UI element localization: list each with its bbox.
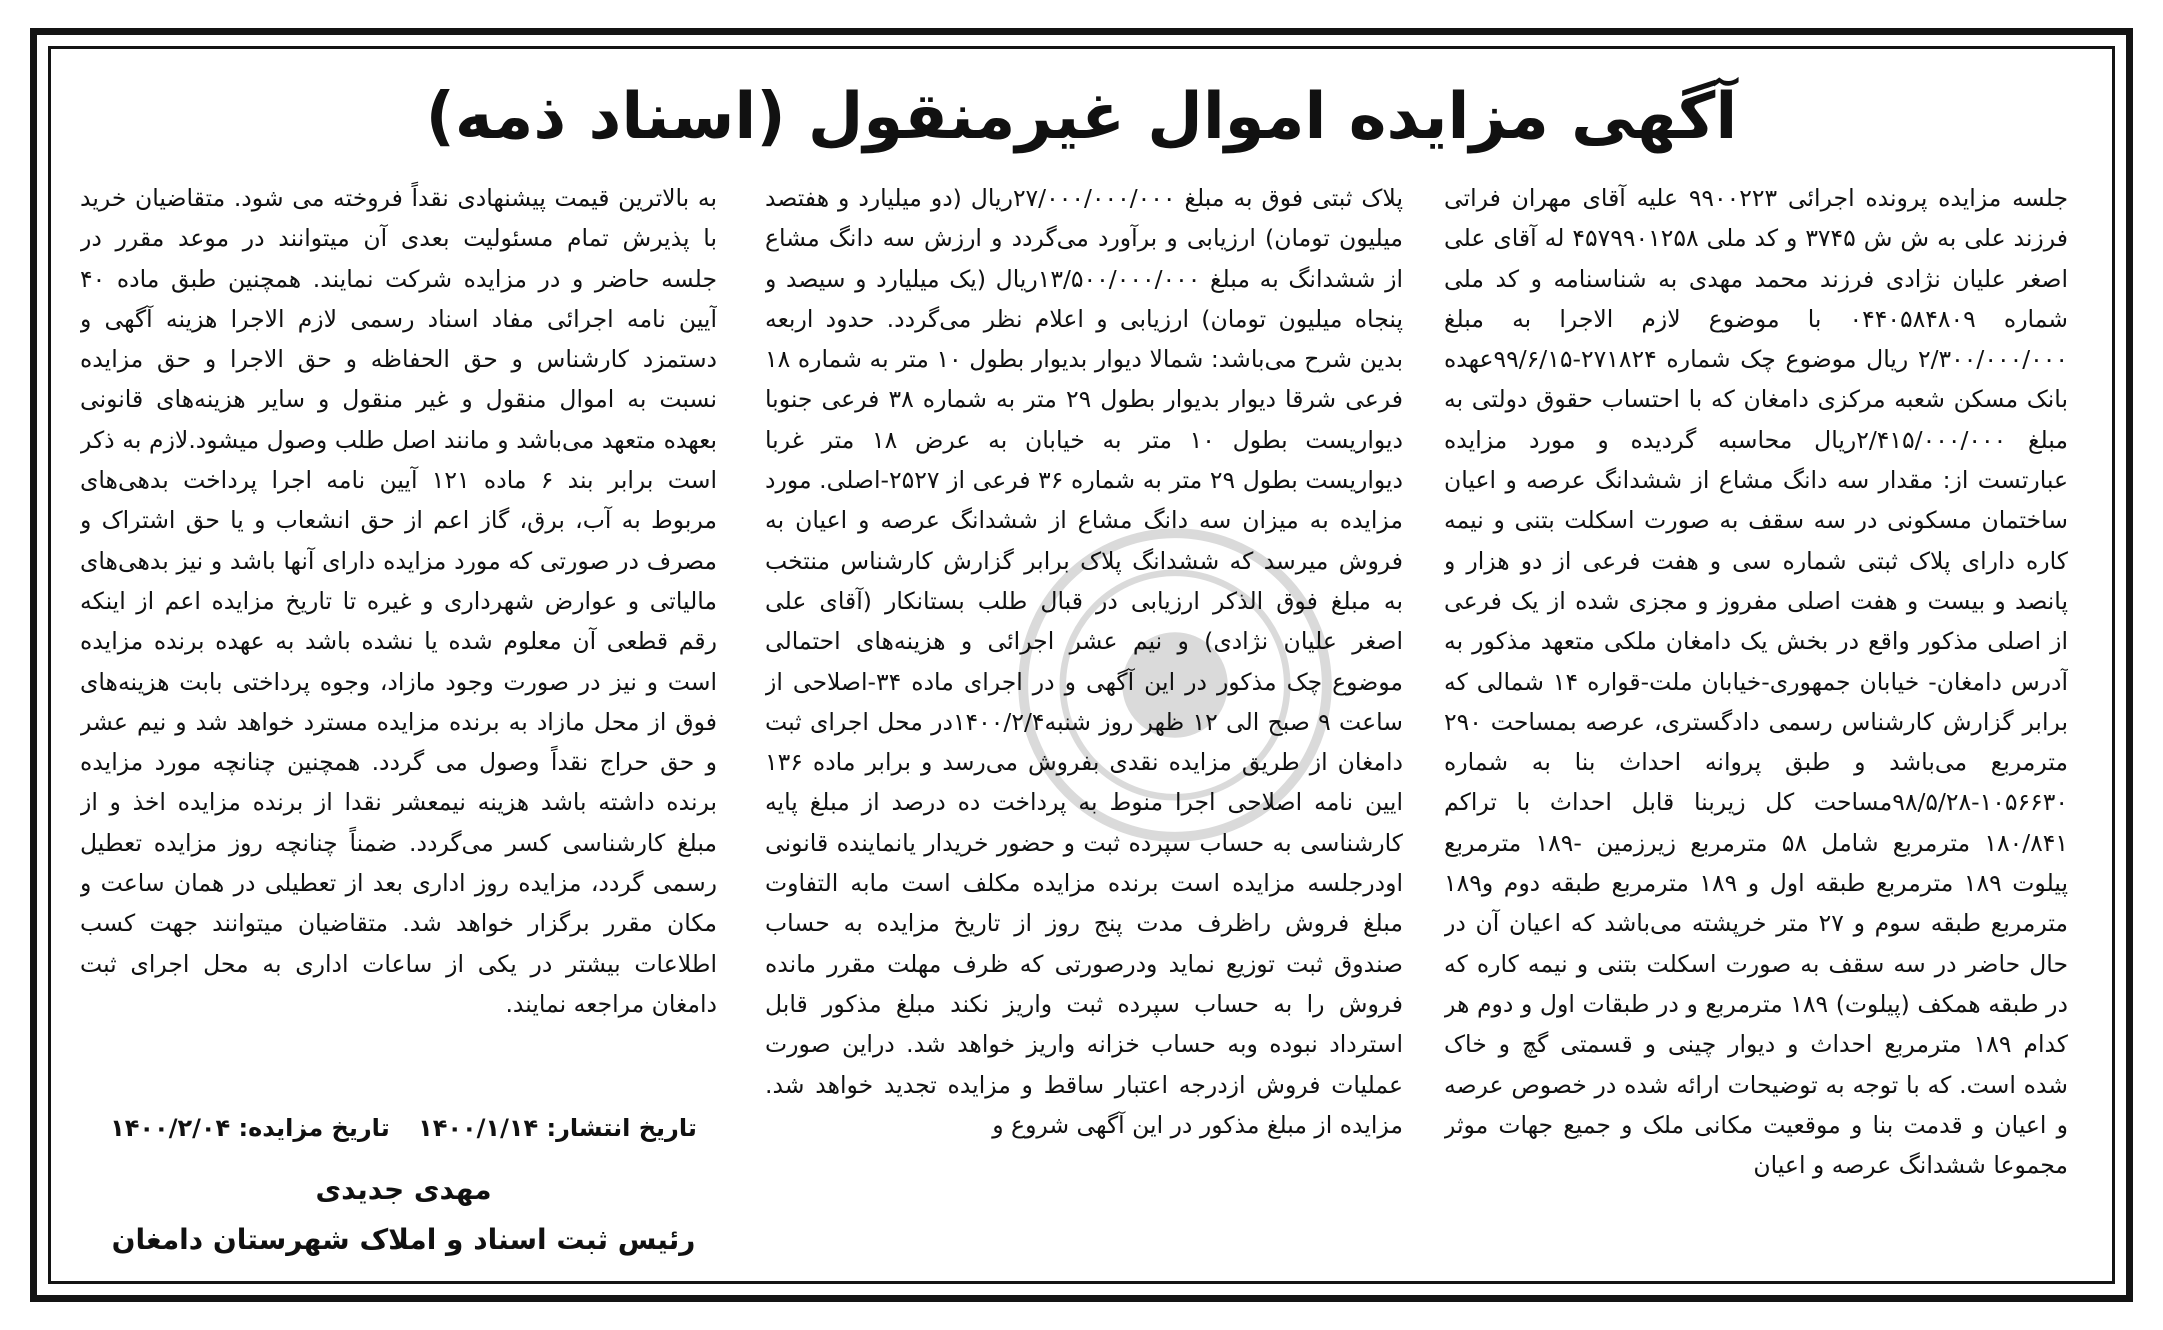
publish-date: تاریخ انتشار: ۱۴۰۰/۱/۱۴	[418, 1114, 697, 1142]
notice-paragraph: پلاک ثبتی فوق به مبلغ ۲۷/۰۰۰/۰۰۰/۰۰۰ریال (دو میلیارد و هفتصد میلیون تومان) ارزیابی و برآورد می‌گردد و ارزش سه دانگ مشاع از ششدانگ به مبلغ ۱۳/۵۰۰/۰۰۰/۰۰۰ریال (یک میلیارد و سیصد و پنجاه میلیون تومان) ارزیابی و اعلام نظر می‌گردد. حدود اربعه بدین شرح می‌باشد: شمالا دیوار بدیوار بطول ۱۰ متر به شماره ۱۸ فرعی شرقا دیوار بدیوار بطول ۲۹ متر به شماره ۳۸ فرعی جنوبا دیواریست بطول ۱۰ متر به خیابان به عرض ۱۸ متر غربا دیواریست بطول ۲۹ متر به شماره ۳۶ فرعی از ۲۵۲۷-اصلی. مورد مزایده به میزان سه دانگ مشاع از ششدانگ عرصه و اعیان به فروش میرسد که ششدانگ پلاک برابر گزارش کارشناس منتخب به مبلغ فوق الذکر ارزیابی در قبال طلب بستانکار (آقای علی اصغر علیان نژادی) و نیم عشر اجرائی و هزینه‌های احتمالی موضوع چک مذکور در این آگهی و در اجرای ماده ۳۴-اصلاحی از ساعت ۹ صبح الی ۱۲ ظهر روز شنبه۱۴۰۰/۲/۴در محل اجرای ثبت دامغان از طریق مزایده نقدی بفروش می‌رسد و برابر ماده ۱۳۶ ایین نامه اصلاحی اجرا منوط به پرداخت ده درصد از مبلغ پایه کارشناسی به حساب سپرده ثبت و حضور خریدار یانماینده قانونی اودرجلسه مزایده است برنده مزایده مکلف است مابه التفاوت مبلغ فروش راظرف مدت پنج روز از تاریخ مزایده به حساب صندوق ثبت توزیع نماید ودرصورتی که ظرف مهلت مقرر مانده فروش را به حساب سپرده ثبت واریز نکند مبلغ مذکور قابل استرداد نبوده وبه حساب خزانه واریز خواهد شد. دراین صورت عملیات فروش ازدرجه اعتبار ساقط و مزایده تجدید خواهد شد. مزایده از مبلغ مذکور در این آگهی شروع و	[765, 184, 1403, 1139]
notice-column-right	[1444, 178, 2068, 1276]
signer-name: مهدی جدیدی	[315, 1173, 492, 1206]
auction-date: تاریخ مزایده: ۱۴۰۰/۲/۰۴	[110, 1114, 390, 1142]
notice-paragraph: جلسه مزایده پرونده اجرائی ۹۹۰۰۲۲۳ علیه آقای مهران فراتی فرزند علی به ش ش ۳۷۴۵ و کد ملی ۴۵۷۹۹۰۱۲۵۸ له آقای علی اصغر علیان نژادی فرزند محمد مهدی به شناسنامه و کد ملی شماره ۰۴۴۰۵۸۴۸۰۹ با موضوع لازم الاجرا به مبلغ ۲/۳۰۰/۰۰۰/۰۰۰ ریال موضوع چک شماره ۲۷۱۸۲۴-۹۹/۶/۱۵عهده بانک مسکن شعبه مرکزی دامغان که با احتساب حقوق دولتی به مبلغ ۲/۴۱۵/۰۰۰/۰۰۰ریال محاسبه گردیده و مورد مزایده عبارتست از: مقدار سه دانگ مشاع از ششدانگ عرصه و اعیان ساختمان مسکونی در سه سقف به صورت اسکلت بتنی و نیمه کاره دارای پلاک ثبتی شماره سی و هفت فرعی از دو هزار و پانصد و بیست و هفت اصلی مفروز و مجزی شده از یک فرعی از اصلی مذکور واقع در بخش یک دامغان ملکی متعهد مذکور به آدرس دامغان- خیابان جمهوری-خیابان ملت-قواره ۱۴ شمالی که برابر گزارش کارشناس رسمی دادگستری، عرصه بمساحت ۲۹۰ مترمربع می‌باشد و طبق پروانه احداث بنا به شماره ۱۰۵۶۶۳۰-۹۸/۵/۲۸مساحت کل زیربنا قابل احداث با تراکم ۱۸۰/۸۴۱ مترمربع شامل ۵۸ مترمربع زیرزمین -۱۸۹ مترمربع پیلوت ۱۸۹ مترمربع طبقه اول و ۱۸۹ مترمربع طبقه دوم و۱۸۹ مترمربع طبقه سوم و ۲۷ متر خرپشته می‌باشد که اعیان آن در حال حاضر در سه سقف به صورت اسکلت بتنی و نیمه کاره که در طبقه همکف (پیلوت) ۱۸۹ مترمربع و در طبقات اول و دوم هر کدام ۱۸۹ مترمربع احداث و دیوار چینی و قسمتی گچ و خاک شده است. که با توجه به توضیحات ارائه شده در خصوص عرصه و اعیان و قدمت بنا و موقعیت مکانی ملک و جمیع جهات موثر مجموعا ششدانگ عرصه و اعیان	[1444, 184, 2068, 1180]
notice-dates	[90, 1106, 717, 1150]
notice-title: آگهی مزایده اموال غیرمنقول (اسناد ذمه)	[425, 80, 1738, 154]
notice-paragraph: به بالاترین قیمت پیشنهادی نقداً فروخته می شود. متقاضیان خرید با پذیرش تمام مسئولیت بعدی آن میتوانند در موعد مقرر در جلسه حاضر و در مزایده شرکت نمایند. همچنین طبق ماده ۴۰ آیین نامه اجرائی مفاد اسناد رسمی لازم الاجرا هزینه آگهی و دستمزد کارشناس و حق الحفاظه و حق الاجرا و حق مزایده نسبت به اموال منقول و غیر منقول و سایر هزینه‌های قانونی بعهده متعهد می‌باشد و مانند اصل طلب وصول میشود.لازم به ذکر است برابر بند ۶ ماده ۱۲۱ آیین نامه اجرا پرداخت بدهی‌های مربوط به آب، برق، گاز اعم از حق انشعاب و یا حق اشتراک و مصرف در صورتی که مورد مزایده دارای آنها باشد و نیز بدهی‌های مالیاتی و عوارض شهرداری و غیره تا تاریخ مزایده اعم از اینکه رقم قطعی آن معلوم شده یا نشده باشد به عهده برنده مزایده است و نیز در صورت وجود مازاد، وجوه پرداختی بابت هزینه‌های فوق از محل مازاد به برنده مزایده مسترد خواهد شد و نیم عشر و حق حراج نقداً وصول می گردد. همچنین چنانچه مورد مزایده برنده داشته باشد هزینه نیمعشر نقدا از برنده مزایده اخذ و از مبلغ کارشناسی کسر می‌گردد. ضمناً چنانچه روز مزایده تعطیل رسمی گردد، مزایده روز اداری بعد از تعطیلی در همان ساعت و مکان مقرر برگزار خواهد شد. متقاضیان میتوانند جهت کسب اطلاعات بیشتر در یکی از ساعات اداری به محل اجرای ثبت دامغان مراجعه نمایند.	[80, 184, 717, 1018]
notice-column-middle	[765, 178, 1403, 1276]
signer-title: رئیس ثبت اسناد و املاک شهرستان دامغان	[111, 1223, 696, 1256]
